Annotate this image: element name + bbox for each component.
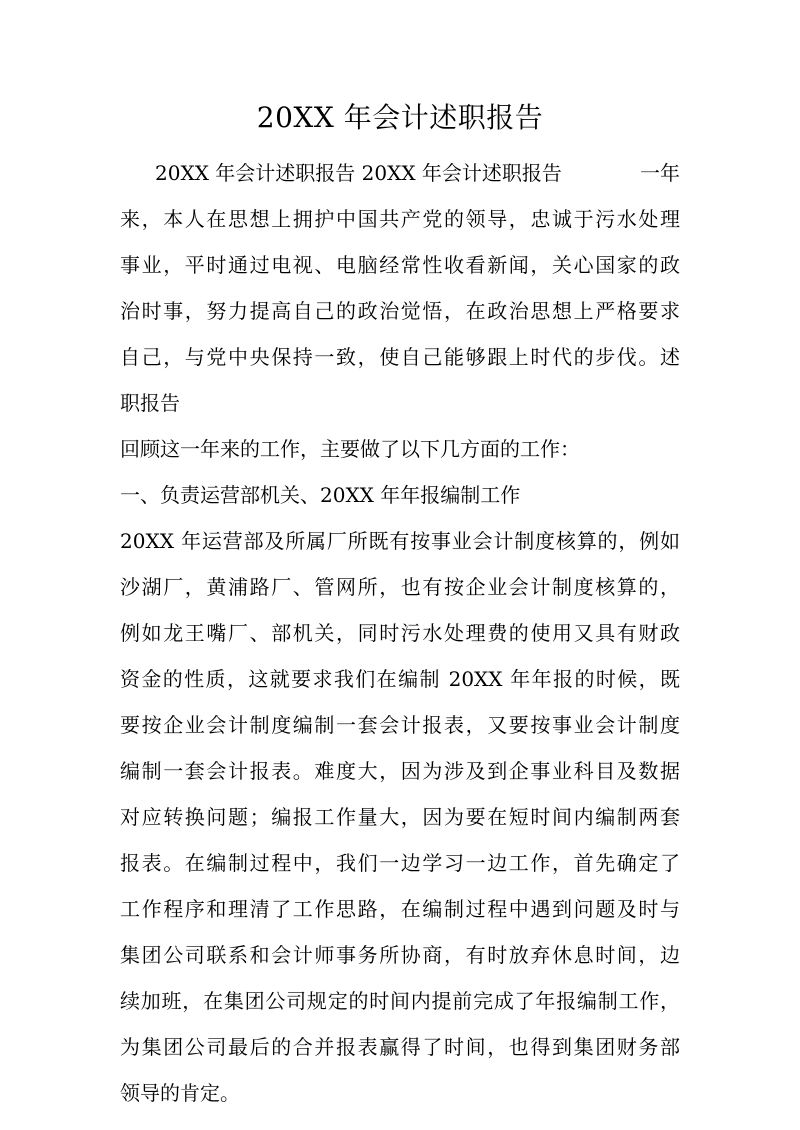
paragraph-line: 职报告	[120, 391, 180, 415]
paragraph-line: 20XX 年运营部及所属厂所既有按事业会计制度核算的，例如	[120, 529, 680, 553]
paragraph-line: 编制一套会计报表。难度大，因为涉及到企事业科目及数据	[120, 759, 680, 783]
paragraph-line: 事业，平时通过电视、电脑经常性收看新闻，关心国家的政	[120, 253, 680, 277]
paragraph-line: 自己，与党中央保持一致，使自己能够跟上时代的步伐。述	[120, 345, 680, 369]
paragraph-line: 为集团公司最后的合并报表赢得了时间，也得到集团财务部	[120, 1035, 680, 1059]
paragraph-line: 例如龙王嘴厂、部机关，同时污水处理费的使用又具有财政	[120, 621, 680, 645]
paragraph-line: 工作程序和理清了工作思路，在编制过程中遇到问题及时与	[120, 897, 680, 921]
paragraph-line: 报表。在编制过程中，我们一边学习一边工作，首先确定了	[120, 851, 680, 875]
intro-lead-text: 20XX 年会计述职报告 20XX 年会计述职报告	[155, 161, 562, 185]
paragraph-line: 对应转换问题；编报工作量大，因为要在短时间内编制两套	[120, 805, 680, 829]
paragraph-line: 续加班，在集团公司规定的时间内提前完成了年报编制工作，	[120, 989, 680, 1013]
paragraph-line: 沙湖厂，黄浦路厂、管网所，也有按企业会计制度核算的，	[120, 575, 680, 599]
paragraph-line: 领导的肯定。	[120, 1081, 240, 1105]
paragraph-line: 集团公司联系和会计师事务所协商，有时放弃休息时间，边	[120, 943, 680, 967]
paragraph-line: 资金的性质，这就要求我们在编制 20XX 年年报的时候，既	[120, 667, 680, 691]
paragraph-line: 要按企业会计制度编制一套会计报表，又要按事业会计制度	[120, 713, 680, 737]
intro-tail-text: 一年	[640, 161, 680, 185]
paragraph-line: 回顾这一年来的工作，主要做了以下几方面的工作：	[120, 437, 580, 461]
paragraph-line: 治时事，努力提高自己的政治觉悟，在政治思想上严格要求	[120, 299, 680, 323]
document-title: 20XX 年会计述职报告	[256, 101, 544, 134]
paragraph-line: 来，本人在思想上拥护中国共产党的领导，忠诚于污水处理	[120, 207, 680, 231]
section-heading: 一、负责运营部机关、20XX 年年报编制工作	[120, 483, 521, 507]
intro-line	[155, 150, 680, 196]
